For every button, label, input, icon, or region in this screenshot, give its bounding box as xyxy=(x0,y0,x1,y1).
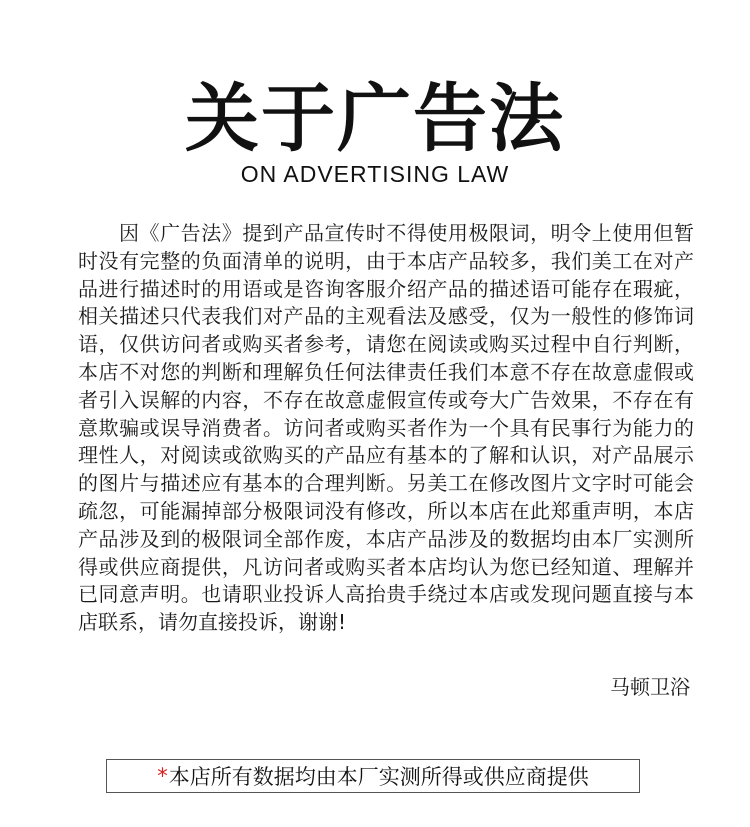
notice-asterisk: * xyxy=(157,764,168,788)
notice-text: 本店所有数据均由本厂实测所得或供应商提供 xyxy=(168,765,589,789)
page-title: 关于广告法 xyxy=(185,76,565,162)
page-subtitle: ON ADVERTISING LAW xyxy=(240,161,510,187)
disclaimer-paragraph: 因《广告法》提到产品宣传时不得使用极限词，明令上使用但暂时没有完整的负面清单的说明，由于本店产品较多，我们美工在对产品进行描述时的用语或是咨询客服介绍产品的描述语可能存在瑕疵，相关描述只代表我们对产品的主观看法及感受，仅为一般性的修饰词语，仅供访问者或购买者参考，请您在阅读或购买过程中自行判断，本店不对您的判断和理解负任何法律责任我们本意不存在故意虚假或者引入误解的内容，不存在故意虚假宣传或夸大广告效果，不存在有意欺骗或误导消费者。访问者或购买者作为一个具有民事行为能力的理性人，对阅读或欲购买的产品应有基本的了解和认识，对产品展示的图片与描述应有基本的合理判断。另美工在修改图片文字时可能会疏忽，可能漏掉部分极限词没有修改，所以本店在此郑重声明，本店产品涉及到的极限词全部作废，本店产品涉及的数据均由本厂实测所得或供应商提供，凡访问者或购买者本店均认为您已经知道、理解并已同意声明。也请职业投诉人高抬贵手绕过本店或发现问题直接与本店联系，请勿直接投诉，谢谢! xyxy=(78,221,694,635)
company-signature: 马顿卫浴 xyxy=(610,675,690,699)
data-source-notice xyxy=(106,759,640,793)
